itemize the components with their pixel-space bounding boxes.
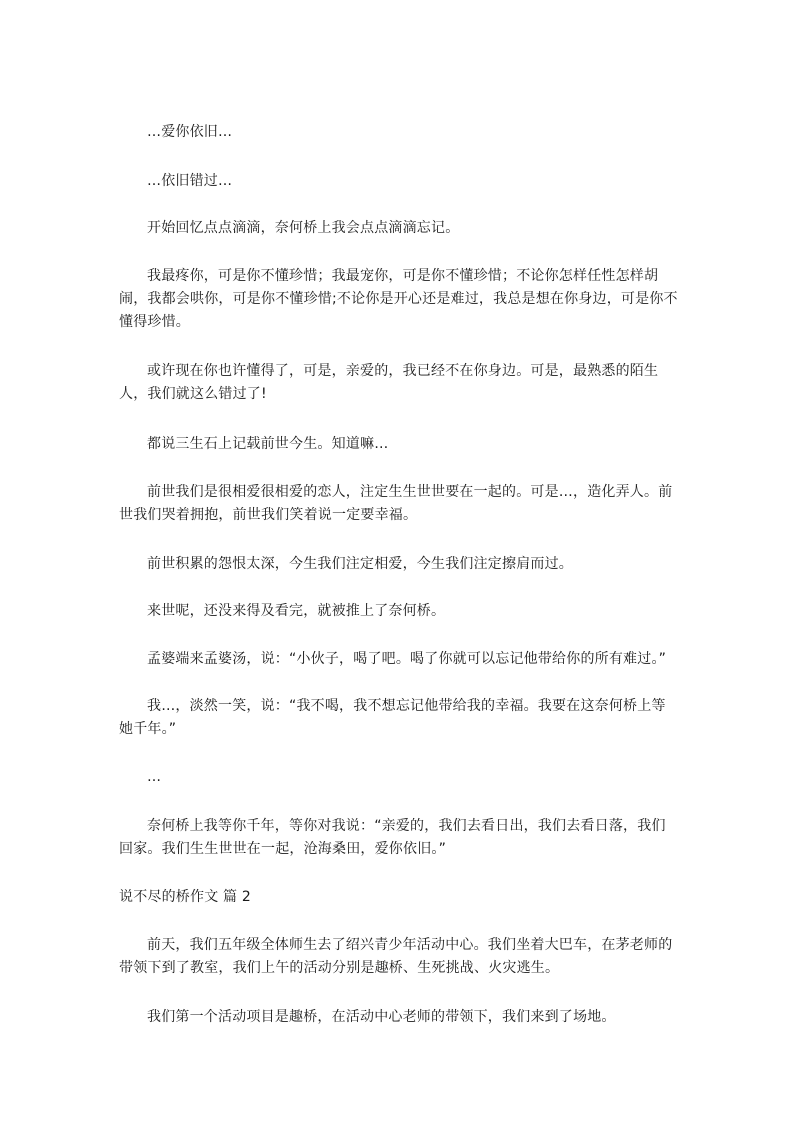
paragraph: 前天，我们五年级全体师生去了绍兴青少年活动中心。我们坐着大巴车，在茅老师的带领下到了教室，我们上午的活动分别是趣桥、生死挑战、火灾逃生。 [119, 937, 673, 976]
paragraph: 我…，淡然一笑，说：“我不喝，我不想忘记他带给我的幸福。我要在这奈何桥上等她千年。” [119, 698, 666, 737]
paragraph: 开始回忆点点滴滴，奈何桥上我会点点滴滴忘记。 [147, 220, 460, 236]
paragraph: 前世我们是很相爱很相爱的恋人，注定生生世世要在一起的。可是…，造化弄人。前世我们哭着拥抱，前世我们笑着说一定要幸福。 [119, 484, 673, 523]
paragraph: 都说三生石上记载前世今生。知道嘛… [147, 436, 389, 452]
paragraph: 来世呢，还没来得及看完，就被推上了奈何桥。 [147, 603, 446, 619]
paragraph: … [147, 769, 162, 785]
paragraph: …依旧错过… [147, 173, 233, 189]
section-heading: 说不尽的桥作文 篇 2 [119, 889, 252, 905]
paragraph: 奈何桥上我等你千年，等你对我说：“亲爱的，我们去看日出，我们去看日落，我们回家。我们生生世世在一起，沧海桑田，爱你依旧。” [119, 818, 666, 857]
paragraph: 孟婆端来孟婆汤，说：“小伙子，喝了吧。喝了你就可以忘记他带给你的所有难过。” [147, 651, 667, 667]
paragraph: 或许现在你也许懂得了，可是，亲爱的，我已经不在你身边。可是，最熟悉的陌生人，我们就这么错过了! [119, 363, 659, 402]
paragraph: 我们第一个活动项目是趣桥，在活动中心老师的带领下，我们来到了场地。 [147, 1009, 616, 1025]
paragraph: …爱你依旧… [147, 124, 233, 140]
paragraph: 我最疼你，可是你不懂珍惜；我最宠你，可是你不懂珍惜；不论你怎样任性怎样胡闹，我都会哄你，可是你不懂珍惜;不论你是开心还是难过，我总是想在你身边，可是你不懂得珍惜。 [119, 268, 678, 330]
paragraph: 前世积累的怨恨太深，今生我们注定相爱，今生我们注定擦肩而过。 [147, 556, 573, 572]
